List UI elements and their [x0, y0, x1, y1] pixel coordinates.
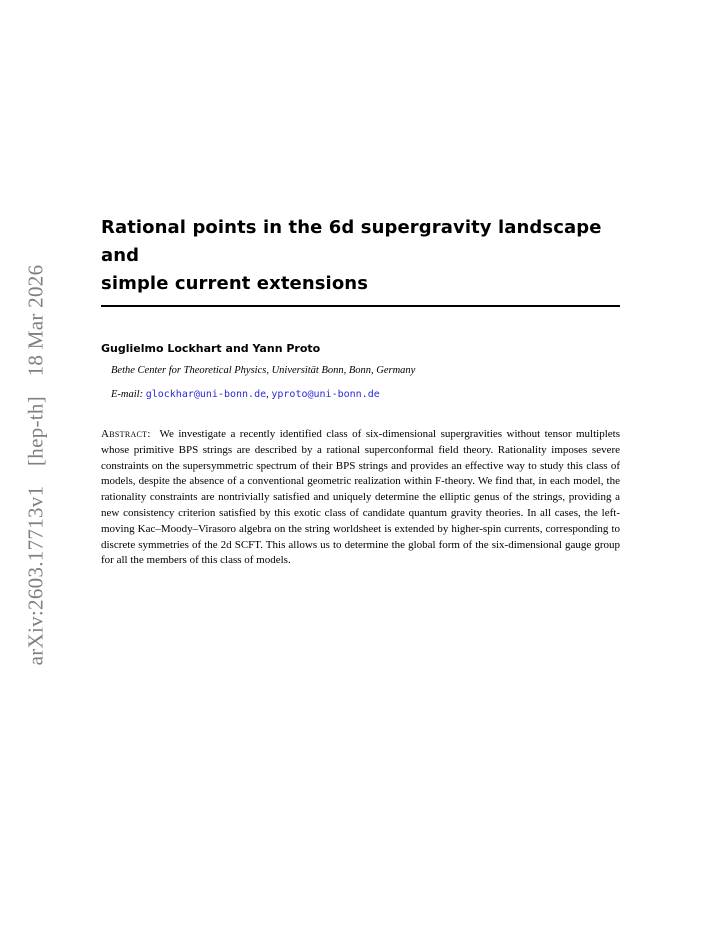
email-line — [111, 389, 380, 400]
email-link-lockhart[interactable]: glockhar@uni-bonn.de — [145, 389, 267, 400]
abstract — [101, 427, 620, 569]
email-link-proto[interactable]: yproto@uni-bonn.de — [271, 389, 380, 400]
paper-title — [101, 214, 621, 298]
arxiv-id: arXiv:2603.17713v1 — [23, 485, 48, 666]
title-line-2: simple current extensions — [101, 273, 369, 294]
title-line-1: Rational points in the 6d supergravity landscape and — [101, 217, 602, 266]
arxiv-stamp — [24, 258, 49, 673]
arxiv-date: 18 Mar 2026 — [23, 264, 48, 377]
abstract-text: We investigate a recently identified class of six-dimensional supergravities without tensor multiplets whose primitive BPS strings are described by a rational superconformal field theory. Rationality imposes severe constraints on the supersymmetric spectrum of their BPS strings and provides an effective way to study this class of models, despite the absence of a conventional geometric realization within F-theory. We find that, in each model, the rationality constraints are nontrivially satisfied and uniquely determine the elliptic genus of the strings, providing a new consistency criterion satisfied by this exotic class of candidate quantum gravity theories. In all cases, the left-moving Kac–Moody–Virasoro algebra on the string worldsheet is extended by higher-spin currents, corresponding to discrete symmetries of the 2d SCFT. This allows us to determine the global form of the six-dimensional gauge group for all the members of this class of models. — [101, 428, 620, 567]
email-label: E-mail: — [111, 389, 144, 400]
authors: Guglielmo Lockhart and Yann Proto — [101, 342, 321, 355]
email-separator: , — [266, 389, 272, 400]
arxiv-category: [hep-th] — [23, 395, 48, 467]
affiliation: Bethe Center for Theoretical Physics, Universität Bonn, Bonn, Germany — [111, 365, 416, 376]
title-rule — [101, 305, 620, 307]
abstract-label: Abstract: — [101, 428, 151, 440]
